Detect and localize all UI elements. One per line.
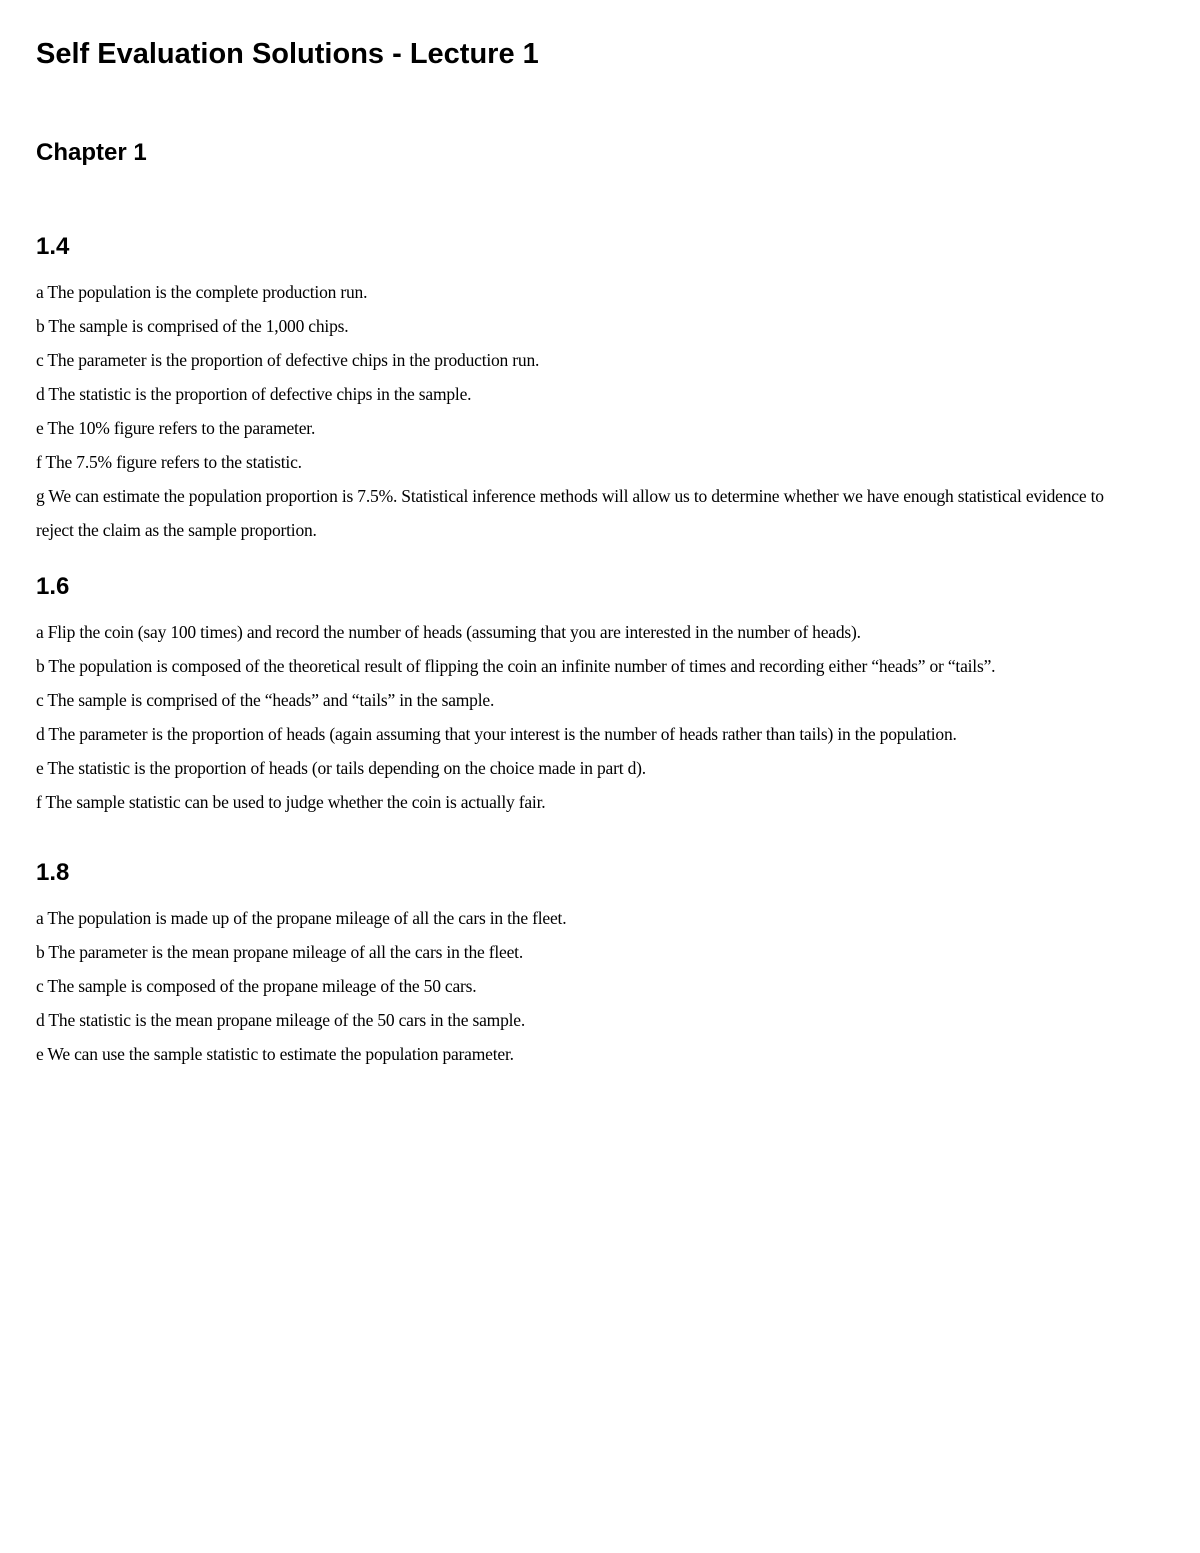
answer-item: g We can estimate the population proportion is 7.5%. Statistical inference methods will allow us to determine whether we have enough statistical evidence to reject the claim as the sample proportion. bbox=[36, 486, 1104, 540]
answer-item: b The population is composed of the theoretical result of flipping the coin an infinite number of times and recording either “heads” or “tails”. bbox=[36, 656, 996, 676]
answer-item: c The sample is comprised of the “heads” and “tails” in the sample. bbox=[36, 690, 495, 710]
answer-item: e The 10% figure refers to the parameter. bbox=[36, 418, 316, 438]
answer-item: a The population is made up of the propane mileage of all the cars in the fleet. bbox=[36, 908, 567, 928]
answer-item: d The statistic is the proportion of defective chips in the sample. bbox=[36, 384, 472, 404]
section-heading: 1.4 bbox=[36, 233, 70, 260]
answer-item: b The sample is comprised of the 1,000 chips. bbox=[36, 316, 349, 336]
answer-list bbox=[36, 901, 1186, 1071]
answer-item: c The parameter is the proportion of defective chips in the production run. bbox=[36, 350, 540, 370]
answer-item: d The parameter is the proportion of heads (again assuming that your interest is the number of heads rather than tails) in the population. bbox=[36, 724, 957, 744]
section-heading: 1.8 bbox=[36, 859, 70, 886]
answer-item: e The statistic is the proportion of heads (or tails depending on the choice made in part d). bbox=[36, 758, 646, 778]
section-1-6 bbox=[36, 571, 1186, 819]
answer-item: c The sample is composed of the propane mileage of the 50 cars. bbox=[36, 976, 477, 996]
answer-item: e We can use the sample statistic to estimate the population parameter. bbox=[36, 1044, 514, 1064]
answer-item: f The 7.5% figure refers to the statistic. bbox=[36, 452, 302, 472]
answer-list bbox=[36, 615, 1186, 819]
section-1-8 bbox=[36, 857, 1186, 1071]
chapter-heading: Chapter 1 bbox=[36, 139, 147, 166]
answer-item: b The parameter is the mean propane mileage of all the cars in the fleet. bbox=[36, 942, 524, 962]
answer-list bbox=[36, 275, 1186, 547]
answer-item: f The sample statistic can be used to judge whether the coin is actually fair. bbox=[36, 792, 546, 812]
section-heading: 1.6 bbox=[36, 573, 70, 600]
answer-item: a The population is the complete production run. bbox=[36, 282, 368, 302]
section-1-4 bbox=[36, 231, 1186, 547]
answer-item: d The statistic is the mean propane mileage of the 50 cars in the sample. bbox=[36, 1010, 526, 1030]
answer-item: a Flip the coin (say 100 times) and record the number of heads (assuming that you are interested in the number of heads). bbox=[36, 622, 861, 642]
document-title: Self Evaluation Solutions - Lecture 1 bbox=[36, 38, 539, 70]
